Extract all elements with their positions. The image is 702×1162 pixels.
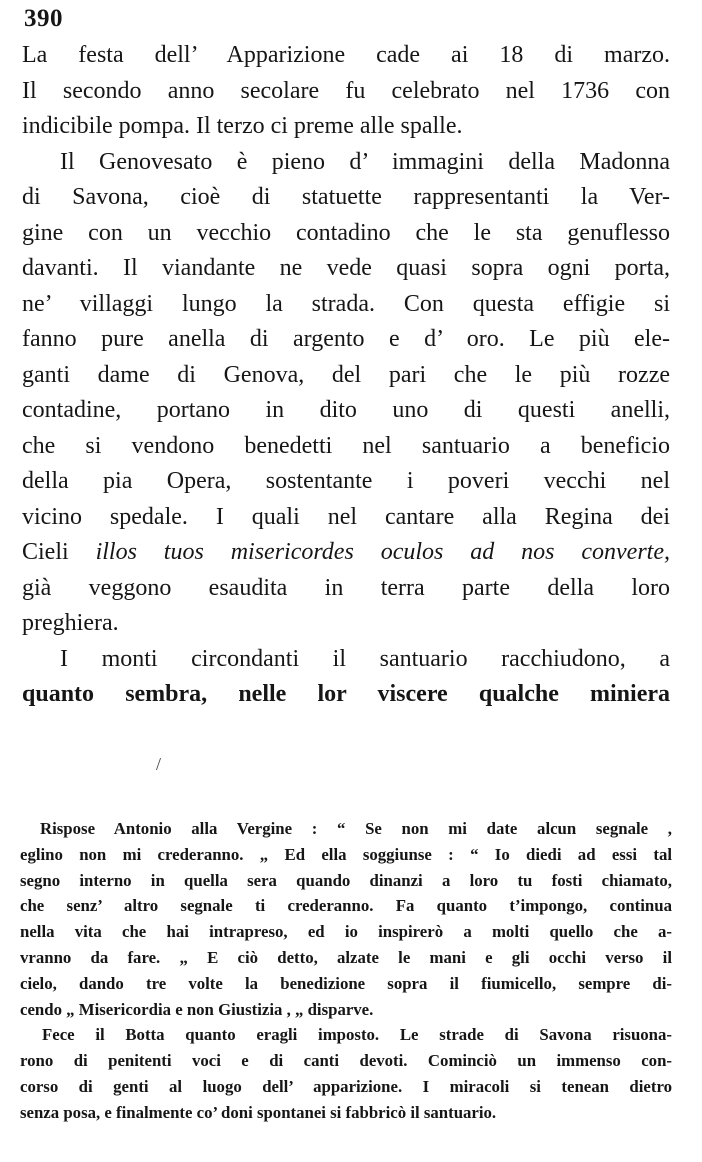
text-line-with-latin [22, 535, 670, 571]
text-line: Il Genovesato è pieno d’ immagini della Madonna [60, 148, 670, 175]
footnote [20, 816, 672, 1126]
footnote-line: senza posa, e finalmente co’ doni spontanei si fabbricò il santuario. [20, 1102, 497, 1122]
text-line: fanno pure anella di argento e d’ oro. Le più ele- [22, 326, 670, 352]
text-line: Il secondo anno secolare fu celebrato nel 1736 con [22, 77, 670, 104]
text-line: già veggono esaudita in terra parte della loro [22, 574, 670, 601]
text-line: che si vendono benedetti nel santuario a beneficio [22, 432, 670, 459]
text-line: La festa dell’ Apparizione cade ai 18 di marzo. [22, 42, 670, 68]
footnote-line: rono di penitenti voci e di canti devoti. Cominciò un immenso con- [20, 1051, 672, 1071]
text-line: gine con un vecchio contadino che le sta genuflesso [22, 219, 670, 246]
text-line: indicibile pompa. Il terzo ci preme alle spalle. [22, 113, 463, 139]
text-line: ne’ villaggi lungo la strada. Con questa effigie si [22, 290, 670, 317]
text-run: Cieli [22, 539, 96, 565]
text-line: quanto sembra, nelle lor viscere qualche miniera [22, 681, 670, 707]
footnote-line: cielo, dando tre volte la benedizione sopra il fiumicello, sempre di- [20, 973, 672, 993]
text-line: davanti. Il viandante ne vede quasi sopra ogni porta, [22, 255, 670, 281]
footnote-line: corso di genti al luogo dell’ apparizione. I miracoli si tenean dietro [20, 1076, 672, 1096]
text-line: preghiera. [22, 610, 119, 636]
footnote-line: Fece il Botta quanto eragli imposto. Le strade di Savona risuona- [42, 1025, 672, 1045]
main-text [22, 38, 670, 713]
stray-mark: / [156, 754, 162, 774]
text-line: contadine, portano in dito uno di questi anelli, [22, 397, 670, 423]
footnote-line: nella vita che hai intrapreso, ed io inspirerò a molti quello che a- [20, 922, 672, 942]
text-line: ganti dame di Genova, del pari che le più rozze [22, 361, 670, 388]
page-number: 390 [24, 5, 63, 32]
latin-quote: illos tuos misericordes oculos ad nos converte, [95, 539, 670, 565]
footnote-line: segno interno in quella sera quando dinanzi a loro tu fosti chiamato, [20, 870, 672, 890]
text-line: della pia Opera, sostentante i poveri vecchi nel [22, 468, 670, 494]
footnote-line: che senz’ altro segnale ti crederanno. Fa quanto t’impongo, continua [20, 896, 672, 916]
footnote-line: Rispose Antonio alla Vergine : “ Se non mi date alcun segnale , [40, 819, 672, 838]
footnote-line: cendo „ Misericordia e non Giustizia , „ disparve. [20, 999, 374, 1019]
footnote-line: vranno da fare. „ E ciò detto, alzate le mani e gli occhi verso il [20, 947, 672, 967]
footnote-line: eglino non mi crederanno. „ Ed ella soggiunse : “ Io diedi ad essi tal [20, 844, 672, 864]
text-line: I monti circondanti il santuario racchiudono, a [60, 645, 670, 672]
text-line: di Savona, cioè di statuette rappresentanti la Ver- [22, 184, 670, 210]
text-line: vicino spedale. I quali nel cantare alla Regina dei [22, 503, 670, 530]
